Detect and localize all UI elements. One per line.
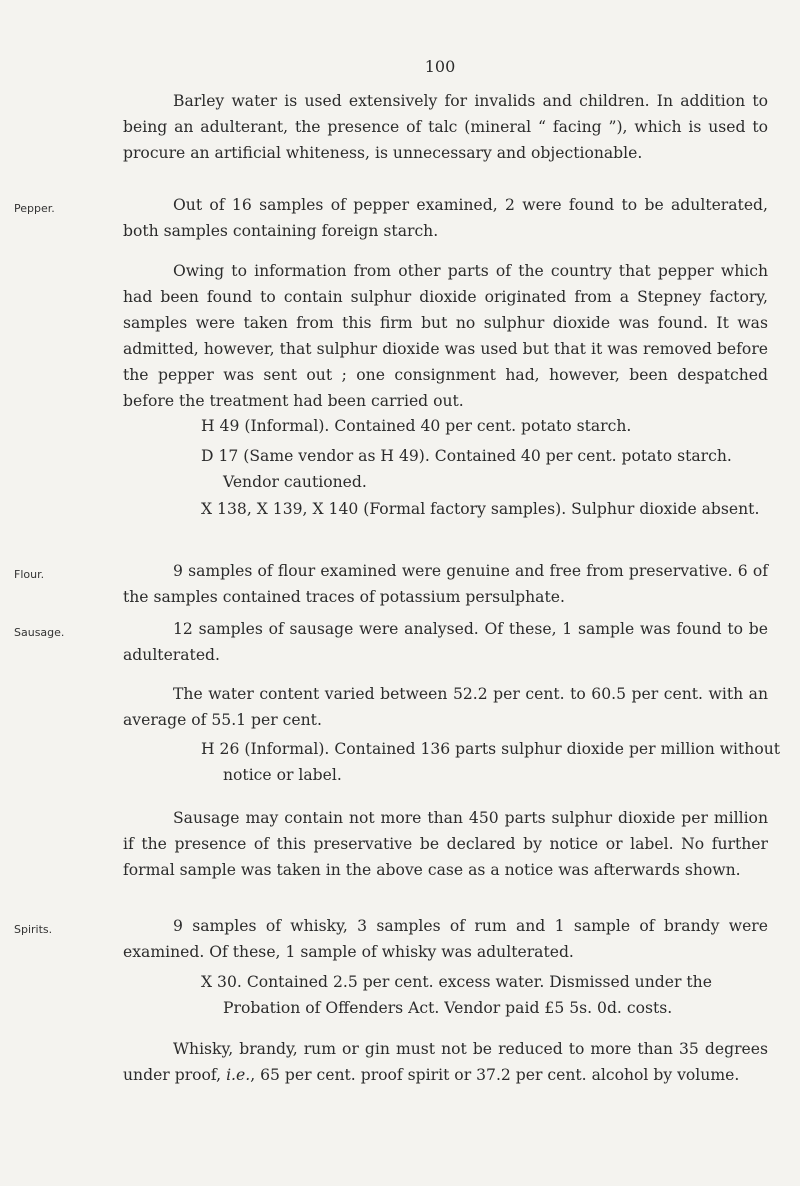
margin-note-sausage: Sausage. (14, 626, 65, 639)
barley-water-paragraph: Barley water is used extensively for invalids and children. In addition to being an adulterant, the presence of talc (mineral “ facing ”), which is used to procure an artificial whiteness, is unnecessary and objectionable. (123, 92, 768, 162)
margin-note-pepper: Pepper. (14, 202, 55, 215)
entry-h26: H 26 (Informal). Contained 136 parts sulphur dioxide per million without notice or label. (201, 740, 781, 784)
spirits-intro-paragraph: 9 samples of whisky, 3 samples of rum and 1 sample of brandy were examined. Of these, 1 sample of whisky was adulterated. (123, 917, 768, 961)
spirits-rule-ie: i.e. (226, 1066, 251, 1084)
entry-x138: X 138, X 139, X 140 (Formal factory samples). Sulphur dioxide absent. (201, 500, 760, 518)
margin-note-flour: Flour. (14, 568, 45, 581)
spirits-rule-text-a: Whisky, brandy, rum or gin must not be reduced to more than 35 degrees under proof, (123, 1040, 768, 1084)
sausage-limit-paragraph: Sausage may contain not more than 450 parts sulphur dioxide per million if the presence of this preservative be declared by notice or label. No further formal sample was taken in the above case as a notice was afterwards shown. (123, 809, 768, 879)
flour-paragraph: 9 samples of flour examined were genuine and free from preservative. 6 of the samples contained traces of potassium persulphate. (123, 562, 768, 606)
sausage-intro-paragraph: 12 samples of sausage were analysed. Of these, 1 sample was found to be adulterated. (123, 620, 768, 664)
pepper-intro-paragraph: Out of 16 samples of pepper examined, 2 were found to be adulterated, both samples containing foreign starch. (123, 196, 768, 240)
sausage-water-paragraph: The water content varied between 52.2 per cent. to 60.5 per cent. with an average of 55.1 per cent. (123, 685, 768, 729)
spirits-rule-text-b: , 65 per cent. proof spirit or 37.2 per cent. alcohol by volume. (250, 1066, 740, 1084)
page-number: 100 (424, 57, 456, 76)
entry-h49: H 49 (Informal). Contained 40 per cent. potato starch. (201, 417, 632, 435)
margin-note-spirits: Spirits. (14, 923, 53, 936)
entry-d17: D 17 (Same vendor as H 49). Contained 40 per cent. potato starch. Vendor cautioned. (201, 447, 732, 491)
entry-x30: X 30. Contained 2.5 per cent. excess water. Dismissed under the Probation of Offenders Act. Vendor paid £5 5s. 0d. costs. (201, 973, 712, 1017)
spirits-rule-paragraph (123, 1036, 768, 1088)
pepper-stepney-paragraph: Owing to information from other parts of the country that pepper which had been found to contain sulphur dioxide originated from a Stepney factory, samples were taken from this firm but no sulphur dioxide was found. It was admitted, however, that sulphur dioxide was used but that it was removed before the pepper was sent out ; one consignment had, however, been despatched before the treatment had been carried out. (123, 262, 768, 410)
